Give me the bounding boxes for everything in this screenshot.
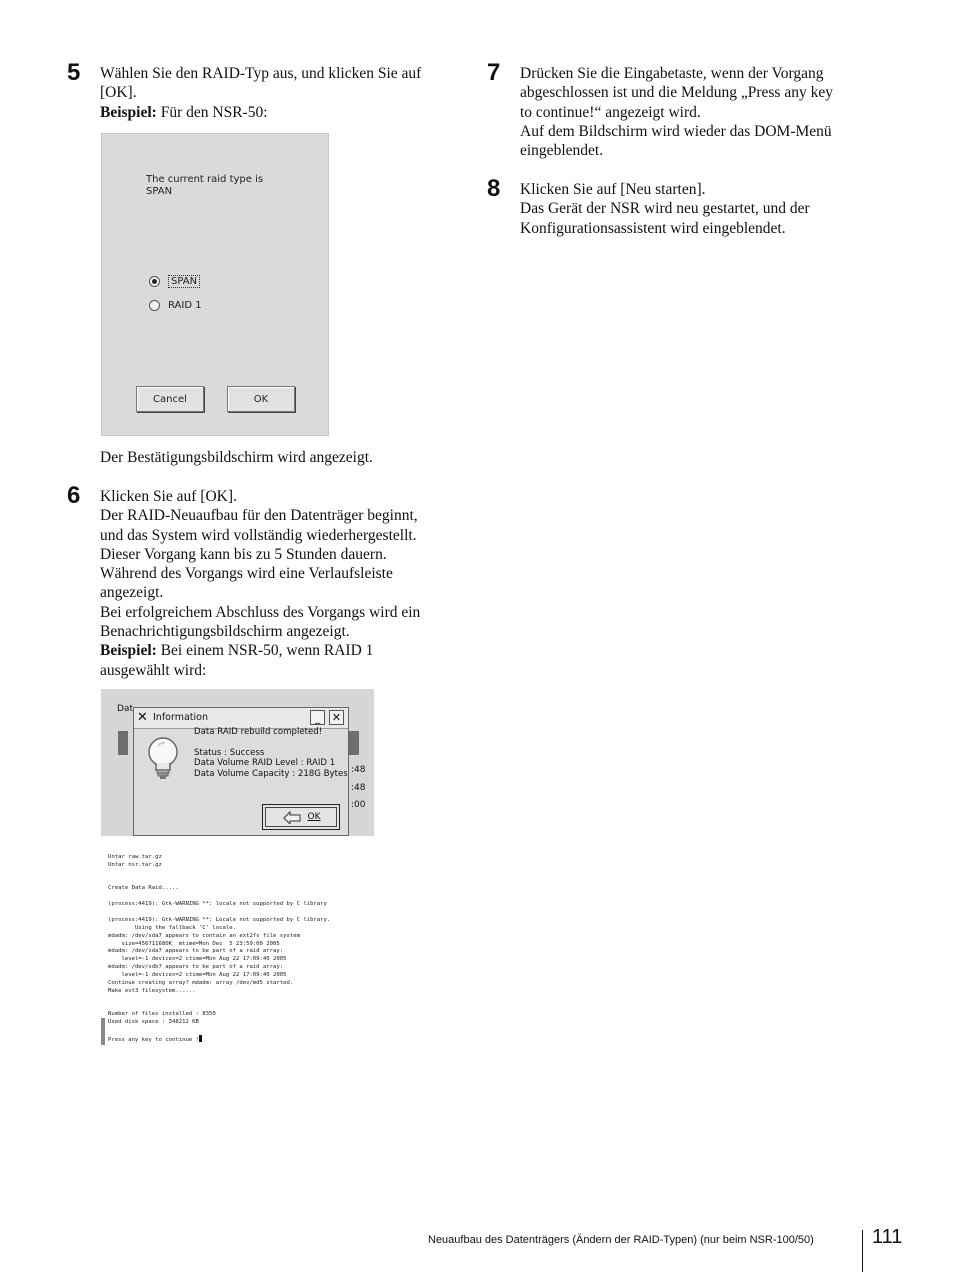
background-number: :00 <box>351 800 366 810</box>
example-label: Beispiel: <box>100 642 157 660</box>
console-line: mdadm: /dev/sda7 appears to be part of a raid array: <box>108 948 284 954</box>
ok-button[interactable]: OK <box>227 386 295 412</box>
radio-unselected-icon <box>149 300 160 311</box>
console-line: mdadm: /dev/sda7 appears to contain an ext2fs file system <box>108 933 300 939</box>
step-6-line: Benachrichtigungsbildschirm angezeigt. <box>100 623 350 641</box>
console-edge <box>101 1018 105 1045</box>
step-7-line: to continue!“ angezeigt wird. <box>520 103 701 121</box>
radio-label: RAID 1 <box>168 300 202 311</box>
step-6-line: ausgewählt wird: <box>100 661 207 679</box>
console-line: (process:4419): Gtk-WARNING **: locale not supported by C library <box>108 901 327 907</box>
cancel-button[interactable]: Cancel <box>136 386 204 412</box>
step-8-number: 8 <box>487 175 501 202</box>
step-7-text <box>520 64 833 160</box>
example-text: Bei einem NSR-50, wenn RAID 1 <box>156 642 374 660</box>
background-window-title: Dat <box>117 704 133 714</box>
radio-raid1[interactable] <box>149 300 202 311</box>
information-window <box>133 707 349 836</box>
console-line: mdadm: /dev/sdb7 appears to be part of a raid array: <box>108 964 284 970</box>
ok-button[interactable] <box>262 804 340 830</box>
background-number: :48 <box>351 783 366 793</box>
console-line: Continue creating array? mdadm: array /dev/md5 started. <box>108 980 294 986</box>
step-5-number: 5 <box>67 59 81 86</box>
window-title: Information <box>153 712 208 723</box>
console-line: Untar raw.tar.gz <box>108 854 162 860</box>
step-8-line: Das Gerät der NSR wird neu gestartet, und der <box>520 200 810 218</box>
step-7-line: Auf dem Bildschirm wird wieder das DOM-Menü <box>520 122 832 140</box>
step-6-line: Klicken Sie auf [OK]. <box>100 488 237 505</box>
info-dialog-screenshot <box>101 689 374 836</box>
page-number: 111 <box>872 1226 903 1248</box>
radio-selected-icon <box>149 276 160 287</box>
footer-divider <box>862 1230 863 1272</box>
info-raid-level: Data Volume RAID Level : RAID 1 <box>194 758 336 768</box>
step-6-line: Bei erfolgreichem Abschluss des Vorgangs wird ein <box>100 603 421 621</box>
console-line: Press any key to continue ! <box>108 1037 199 1043</box>
console-screenshot <box>101 851 367 1047</box>
raid-message-line: SPAN <box>146 186 173 197</box>
minimize-icon[interactable]: _ <box>310 710 325 725</box>
console-line: Used disk space : 348212 KB <box>108 1019 199 1025</box>
step-6-text <box>100 487 420 680</box>
raid-type-dialog-screenshot <box>101 133 329 436</box>
window-titlebar <box>134 708 348 729</box>
console-line: level=-1 devices=2 ctime=Mon Aug 22 17:09:40 2005 <box>108 972 287 978</box>
raid-message-line: The current raid type is <box>146 174 264 185</box>
radio-label: SPAN <box>168 275 200 288</box>
step-6-number: 6 <box>67 482 81 509</box>
step-6-line: und das System wird vollständig wiederhergestellt. <box>100 526 417 544</box>
step-8-line: Klicken Sie auf [Neu starten]. <box>520 181 706 198</box>
info-capacity: Data Volume Capacity : 218G Bytes <box>194 769 348 779</box>
console-line: Untar nsr.tar.gz <box>108 862 162 868</box>
example-text: Für den NSR-50: <box>156 103 268 121</box>
step-7-line: abgeschlossen ist und die Meldung „Press any key <box>520 84 833 102</box>
step-6-line: angezeigt. <box>100 584 164 602</box>
page-footer-text: Neuaufbau des Datenträgers (Ändern der RAID-Typen) (nur beim NSR-100/50) <box>428 1234 814 1246</box>
step-5-line: Wählen Sie den RAID-Typ aus, und klicken Sie auf <box>100 65 422 82</box>
radio-span[interactable] <box>149 275 200 288</box>
background-progress-bar <box>118 731 128 755</box>
step-5-line: [OK]. <box>100 84 137 102</box>
console-line: size=45671168OK mtime=Mon Dec 5 23:59:00 2005 <box>108 941 280 947</box>
ok-label: OK <box>307 812 321 822</box>
info-heading: Data RAID rebuild completed! <box>194 727 323 737</box>
console-line: level=-1 devices=2 ctime=Mon Aug 22 17:09:40 2005 <box>108 956 287 962</box>
step-6-line: Dieser Vorgang kann bis zu 5 Stunden dauern. <box>100 545 387 563</box>
background-number: :48 <box>351 765 366 775</box>
console-line: Number of files installed : 8350 <box>108 1011 216 1017</box>
text-cursor <box>199 1035 202 1042</box>
console-line: (process:4419): Gtk-WARNING **: Locale not supported by C library. <box>108 917 331 923</box>
confirmation-text: Der Bestätigungsbildschirm wird angezeigt. <box>100 449 373 466</box>
step-5-after <box>100 448 373 467</box>
step-7-line: eingeblendet. <box>520 142 604 160</box>
background-progress-bar <box>349 731 359 755</box>
step-6-line: Der RAID-Neuaufbau für den Datenträger beginnt, <box>100 507 418 525</box>
step-7-number: 7 <box>487 59 501 86</box>
step-6-example <box>100 641 420 660</box>
step-5-example <box>100 103 421 122</box>
raid-message <box>146 174 263 198</box>
console-line: Make ext3 filesystem...... <box>108 988 196 994</box>
x-logo-icon: ✕ <box>137 710 148 725</box>
console-line: Create Data Raid..... <box>108 885 179 891</box>
step-5-text <box>100 64 421 122</box>
step-6-line: Während des Vorgangs wird eine Verlaufsleiste <box>100 565 393 583</box>
info-status: Status : Success <box>194 748 265 758</box>
step-8-line: Konfigurationsassistent wird eingeblendet. <box>520 219 786 237</box>
close-icon[interactable]: ✕ <box>329 710 344 725</box>
console-prompt <box>108 1035 202 1045</box>
step-8-text <box>520 180 810 238</box>
step-7-line: Drücken Sie die Eingabetaste, wenn der Vorgang <box>520 65 824 82</box>
return-arrow-icon <box>282 810 304 824</box>
lightbulb-icon <box>146 736 180 782</box>
console-line: Using the fallback 'C' locale. <box>108 925 236 931</box>
example-label: Beispiel: <box>100 103 157 121</box>
